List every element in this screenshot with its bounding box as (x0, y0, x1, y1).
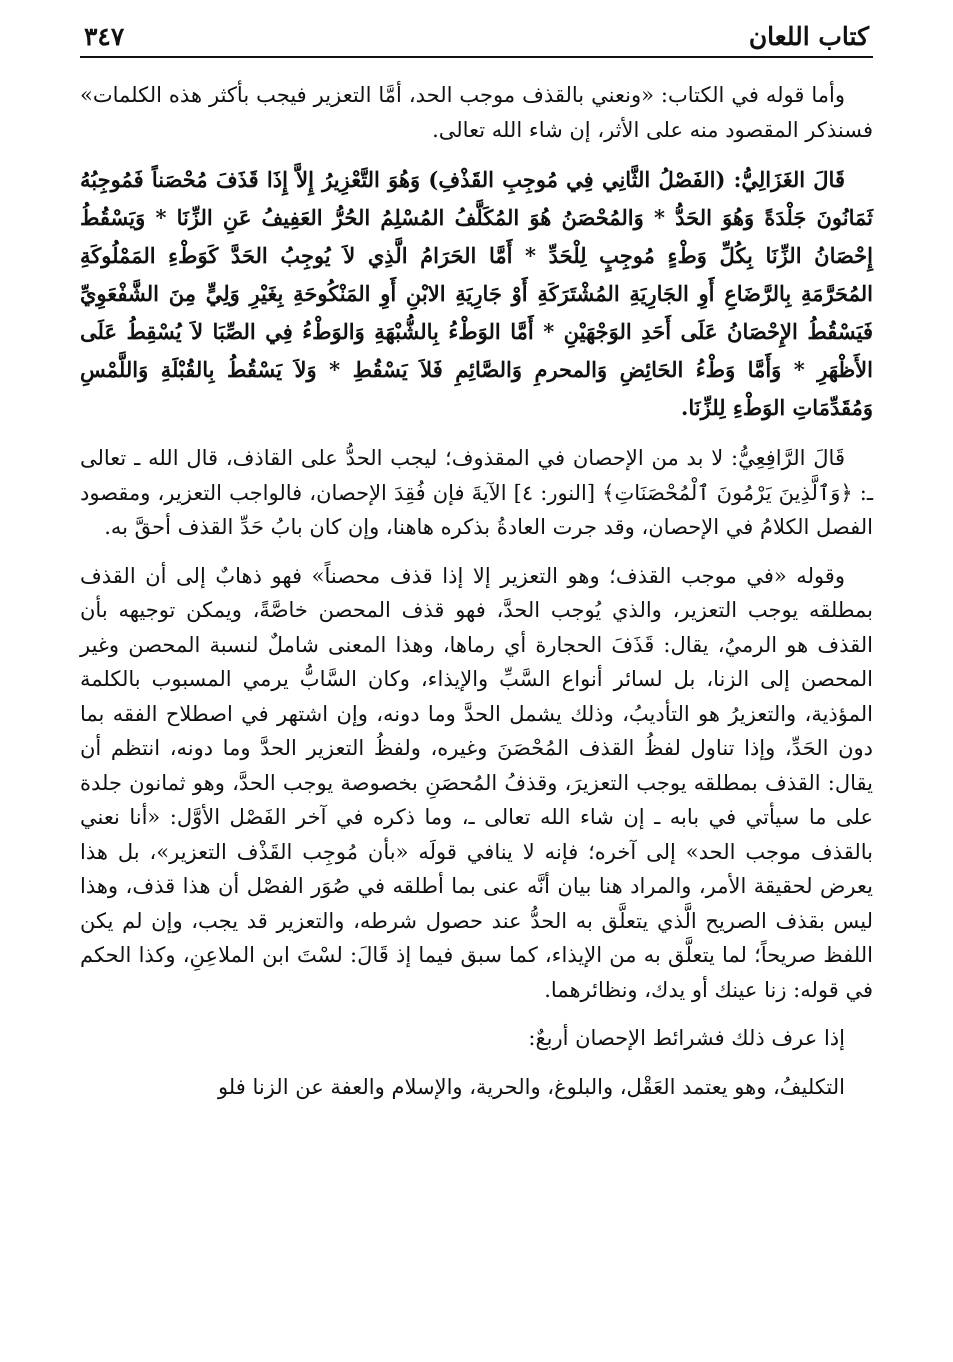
page-number: ٣٤٧ (84, 21, 125, 51)
paragraph-conditions-list: التكليفُ، وهو يعتمد العَقْل، والبلوغ، والحرية، والإسلام والعفة عن الزنا فلو (217, 1074, 845, 1099)
paragraph-commentary-intro: وأما قوله في الكتاب: «ونعني بالقذف موجب الحد، أمَّا التعزير فيجب بأكثر هذه الكلمات» فسنذكر المقصود منه على الأثر، إن شاء الله تعالى. (80, 83, 873, 142)
chapter-title: كتاب اللعان (748, 21, 869, 51)
running-header (84, 14, 869, 58)
header-rule (80, 56, 873, 58)
paragraph-rafii-commentary: قَالَ الرَّافِعِيُّ: لا بد من الإحصان في المقذوف؛ ليجب الحدُّ على القاذف، قال الله ـ تعالى ـ: ﴿وَٱلَّذِينَ يَرْمُونَ ٱلْمُحْصَنَاتِ﴾ [النور: ٤] الآيةَ فإن فُقِدَ الإحصان، فالواجب التعزير، ومقصود الفصل الكلامُ في الإحصان، وقد جرت العادةُ بذكره هاهنا، وإن كان بابُ حَدِّ القذف أحقَّ به. (80, 446, 873, 539)
paragraph-qadhf-explanation: وقوله «في موجب القذف؛ وهو التعزير إلا إذا قذف محصناً» فهو ذهابٌ إلى أن القذف بمطلقه يوجب التعزير، والذي يُوجب الحدَّ، فهو قذف المحصن خاصَّةً، ويمكن توجيهه بأن القذف هو الرميُ، يقال: قَذَفَ الحجارة أي رماها، وهذا المعنى شاملٌ لنسبة المحصن وغير المحصن إلى الزنا، بل لسائر أنواع السَّبِّ والإيذاء، وكان السَّابُّ يرمي المسبوب بالكلمة المؤذية، والتعزيرُ هو التأديبُ، وذلك يشمل الحدَّ وما دونه، وإن اشتهر في اصطلاح الفقه بما دون الحَدِّ، وإذا تناول لفظُ القذف المُحْصَنَ وغيره، ولفظُ التعزير الحدَّ وما دونه، انتظم أن يقال: القذف بمطلقه يوجب التعزيرَ، وقذفُ المُحصَنِ بخصوصة يوجب الحدَّ، وهو ثمانون جلدة على ما سيأتي في بابه ـ إن شاء الله تعالى ـ، وما ذكره في آخر الفَصْل الأوَّل: «أنا نعني بالقذف موجب الحد» إلى آخره؛ فإنه لا ينافي قولَه «بأن مُوجِب القَذْف التعزير»، بل هذا يعرض لحقيقة الأمر، والمراد هنا بيان أنَّه عنى بما أطلقه في صُوَر الفصْل أن هذا قذف، وهذا ليس بقذف الصريح الَّذي يتعلَّق به الحدُّ عند حصول شرطه، والتعزير قد يجب، وإن لم يكن اللفظ صريحاً؛ لما يتعلَّق به من الإيذاء، كما سبق فيما إذ قَالَ: لسْتَ ابن الملاعِنِ، وكذا الحكم في قوله: زنا عينك أو يدك، ونظائرهما. (80, 563, 873, 1002)
paragraph-ghazali-text: قَالَ الغَزَالِيُّ: (الفَصْلُ الثَّانِي فِي مُوجِبِ القَذْفِ) وَهُوَ التَّعْزِيرُ إِلاَّ إِذَا قَذَفَ مُحْصَناً فَمُوجِبُهُ ثَمَانُونَ جَلْدَةً وَهُوَ الحَدُّ * وَالمُحْصَنُ هُوَ المُكَلَّفُ المُسْلِمُ الحُرُّ العَفِيفُ عَنِ الزِّنَا * وَيَسْقُطُ إِحْصَانُ الزِّنَا بِكُلِّ وَطْءٍ مُوجِبٍ لِلْحَدِّ * أَمَّا الحَرَامُ الَّذِي لاَ يُوجِبُ الحَدَّ كَوَطْءِ المَمْلُوكَةِ المُحَرَّمَةِ بِالرَّضَاعِ أَوِ الجَارِيَةِ المُشْتَرَكَةِ أَوْ جَارِيَةِ الابْنِ أَوِ المَنْكُوحَةِ بِغَيْرِ وَلِيٍّ مِنَ الشَّفْعَوِيِّ فَيَسْقُطُ الإِحْصَانُ عَلَى أَحَدِ الوَجْهَيْنِ * أَمَّا الوَطْءُ بِالشُّبْهَةِ وَالوَطْءُ فِي الصِّبَا لاَ يُسْقِطُ عَلَى الأَظْهَرِ * وَأَمَّا وَطْءُ الحَائِضِ وَالمحرمِ وَالصَّائِمِ فَلاَ يَسْقُطِ * وَلاَ يَسْقُطُ بِالقُبْلَةِ وَاللَّمْسِ وَمُقَدِّمَاتِ الوَطْءِ لِلزِّنَا. (80, 167, 873, 420)
paragraph-conditions-intro: إذا عرف ذلك فشرائط الإحصان أربعٌ: (528, 1026, 845, 1050)
body-text (80, 78, 873, 1104)
